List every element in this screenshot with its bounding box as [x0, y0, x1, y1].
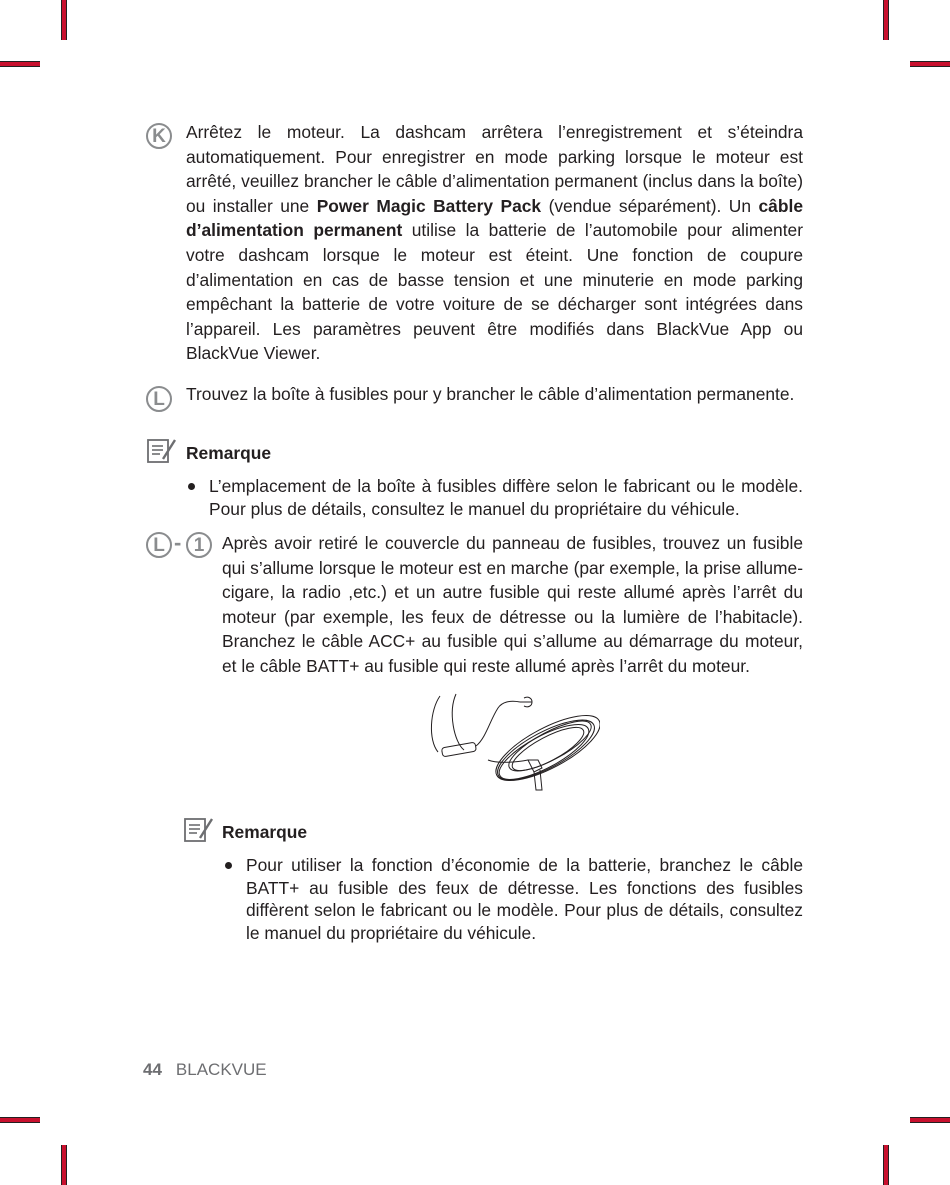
step-marker-k: K [146, 123, 172, 149]
crop-mark-top-right-h [910, 62, 950, 66]
note-pencil-icon [184, 816, 216, 844]
crop-mark-top-left-v [62, 0, 66, 40]
crop-mark-top-left-h [0, 62, 40, 66]
note-2-title: Remarque [222, 822, 308, 842]
step-l-paragraph: Trouvez la boîte à fusibles pour y brancher le câble d’alimentation permanente. [186, 384, 795, 404]
page-number: 44 [143, 1060, 162, 1079]
power-cable-illustration [428, 690, 600, 795]
note-1-bullet-dot [188, 483, 195, 490]
crop-mark-bottom-right-h [910, 1118, 950, 1122]
crop-mark-bottom-left-h [0, 1118, 40, 1122]
footer-brand: BLACKVUE [175, 1060, 267, 1079]
crop-mark-bottom-left-v [62, 1145, 66, 1185]
note-2-bullet-text: Pour utiliser la fonction d’économie de la batterie, branchez le câble BATT+ au fusible des feux de détresse. Les fonctions des fusibles diffèrent selon le fabricant ou le modèle. Pour plus de détails, consultez le manuel du propriétaire du véhicule. [246, 855, 803, 943]
note-pencil-icon [147, 437, 179, 465]
step-marker-l1-dash: - [174, 530, 182, 555]
page-footer [143, 1060, 267, 1080]
step-l1-paragraph: Après avoir retiré le couvercle du panneau de fusibles, trouvez un fusible qui s’allume lorsque le moteur est en marche (par exemple, la prise allume-cigare, la radio ,etc.) et un autre fusible qui reste allumé après l’arrêt du moteur (par exemple, les feux de détresse ou la lumière de l’habitacle). Branchez le câble ACC+ au fusible qui s’allume au démarrage du moteur, et le câble BATT+ au fusible qui reste allumé après l’arrêt du moteur. [222, 533, 803, 676]
step-marker-l1-letter: L [146, 532, 172, 558]
step-k-paragraph: Arrêtez le moteur. La dashcam arrêtera l’enregistrement et s’éteindra automatiquement. Pour enregistrer en mode parking lorsque le moteur est arrêté, veuillez brancher le câble d’alimentation permanent (inclus dans la boîte) ou installer une Power Magic Battery Pack (vendue séparément). Un câble d’alimentation permanent utilise la batterie de l’automobile pour alimenter votre dashcam lorsque le moteur est éteint. Une fonction de coupure d’alimentation en cas de basse tension et une minuterie en mode parking empêchant la batterie de votre voiture de se décharger sont intégrées dans l’appareil. Les paramètres peuvent être modifiés dans BlackVue App ou BlackVue Viewer. [186, 122, 803, 364]
note-1-title: Remarque [186, 443, 272, 463]
crop-mark-top-right-v [884, 0, 888, 40]
step-marker-l1-number: 1 [186, 532, 212, 558]
note-2-bullet-dot [225, 862, 232, 869]
crop-mark-bottom-right-v [884, 1145, 888, 1185]
note-1-bullet-text: L’emplacement de la boîte à fusibles diffère selon le fabricant ou le modèle. Pour plus de détails, consultez le manuel du propriétaire du véhicule. [209, 476, 803, 519]
step-marker-l: L [146, 386, 172, 412]
